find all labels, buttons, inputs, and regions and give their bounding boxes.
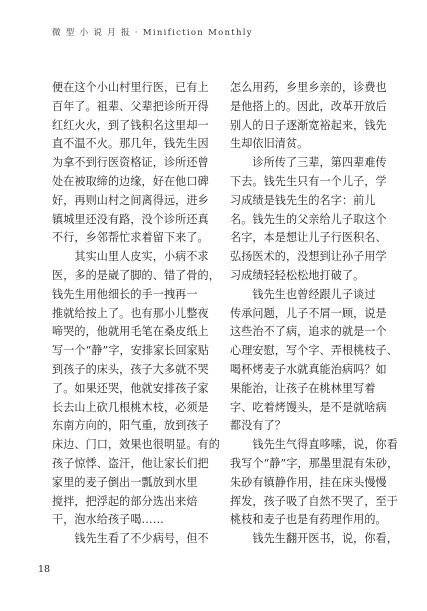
text-line: 孩子惊悸、盗汗，他让家长们把 [52, 456, 209, 470]
text-line: 处在被取缔的边缘，好在他口碑 [52, 174, 209, 188]
text-line: 名。钱先生的父亲给儿子取这个 [230, 212, 387, 226]
text-line: 生却依旧清贫。 [230, 137, 309, 151]
text-line: 果能治，让孩子在桃林里写着 [230, 381, 376, 395]
text-line: 桃枝和麦子也是有药理作用的。 [230, 513, 387, 527]
text-line: 搅拌，把浮起的部分选出来焙 [52, 494, 198, 508]
text-line: 钱先生也曾经跟儿子谈过 [230, 287, 376, 301]
text-line: 长去山上砍几根桃木枝，必须是 [52, 400, 209, 414]
text-line: 诊所传了三辈，第四辈难传 [230, 156, 387, 170]
text-line: 写一个“静”字，安排家长回家贴 [52, 344, 210, 358]
text-line: 喝杯烤麦子水就真能治病吗？如 [230, 362, 387, 376]
text-line: 习成绩是钱先生的名字：前儿 [230, 193, 376, 207]
text-line: 钱先生气得直哆嗦，说，你看 [230, 438, 398, 452]
text-line: 医，多的是崴了脚的、错了骨的， [52, 268, 220, 282]
text-line: 其实山里人皮实，小病不求 [52, 250, 209, 264]
text-line: 是他搭上的。因此，改革开放后 [230, 99, 387, 113]
text-line: 家里的麦子倒出一瓢放到水里 [52, 475, 198, 489]
text-line: 直不温不火。那几年，钱先生因 [52, 137, 209, 151]
text-line: 钱先生看了不少病号，但不 [52, 532, 209, 546]
text-line: 怎么用药，乡里乡亲的，诊费也 [230, 81, 387, 94]
text-line: 挥发，孩子吸了自然不哭了，至于 [230, 494, 398, 508]
text-line: 下去。钱先生只有一个儿子，学 [230, 174, 387, 188]
text-line: 东南方向的，阳气重，放到孩子 [52, 419, 209, 433]
text-line: 不行，乡邻帮忙求着留下来了。 [52, 231, 209, 245]
text-line: 习成绩轻轻松松地打破了。 [230, 268, 365, 282]
text-line: 名字，本是想让儿子行医积名、 [230, 231, 387, 245]
text-line: 好，再则山村之间离得远，进乡 [52, 193, 209, 207]
text-line: 干，泡水给孩子喝…… [52, 513, 164, 527]
text-line: 镇城里还没有路，没个诊所还真 [52, 212, 209, 226]
text-line: 这些治不了病，追求的就是一个 [230, 325, 387, 339]
right-column [230, 79, 398, 549]
text-line: 便在这个小山村里行医，已有上 [52, 81, 209, 94]
text-line: 钱先生用他细长的手一拽再一 [52, 287, 198, 301]
text-line: 啼哭的，他就用毛笔在桑皮纸上 [52, 325, 209, 339]
page-number: 18 [38, 564, 51, 575]
text-line: 百年了。祖辈、父辈把诊所开得 [52, 99, 209, 113]
text-line: 我写个“静”字，那墨里混有朱砂， [230, 456, 398, 470]
text-line: 别人的日子逐渐宽裕起来，钱先 [230, 118, 387, 132]
text-line: 床边、门口，效果也很明显。有的 [52, 438, 220, 452]
text-line: 都没有了？ [230, 419, 286, 433]
text-line: 心理安慰，写个字、弄根桃枝子、 [230, 344, 398, 358]
text-line: 红红火火，到了钱积名这里却一 [52, 118, 209, 132]
running-head: 微 型 小 说 月 报 · Minifiction Monthly [52, 28, 253, 38]
text-line: 到孩子的床头，孩子大多就不哭 [52, 362, 209, 376]
text-line: 推就给按上了。也有那小儿整夜 [52, 306, 209, 320]
text-line: 朱砂有镇静作用，挂在床头慢慢 [230, 475, 387, 489]
text-line: 传承问题，儿子不屑一顾，说是 [230, 306, 387, 320]
left-column [52, 79, 220, 549]
text-line: 了。如果还哭，他就安排孩子家 [52, 381, 209, 395]
text-line: 字、吃着烤馒头，是不是就啥病 [230, 400, 387, 414]
text-line: 弘扬医术的，没想到让孙子用学 [230, 250, 387, 264]
text-line: 钱先生翻开医书，说，你看， [230, 532, 398, 546]
text-line: 为拿不到行医资格证，诊所还曾 [52, 156, 209, 170]
